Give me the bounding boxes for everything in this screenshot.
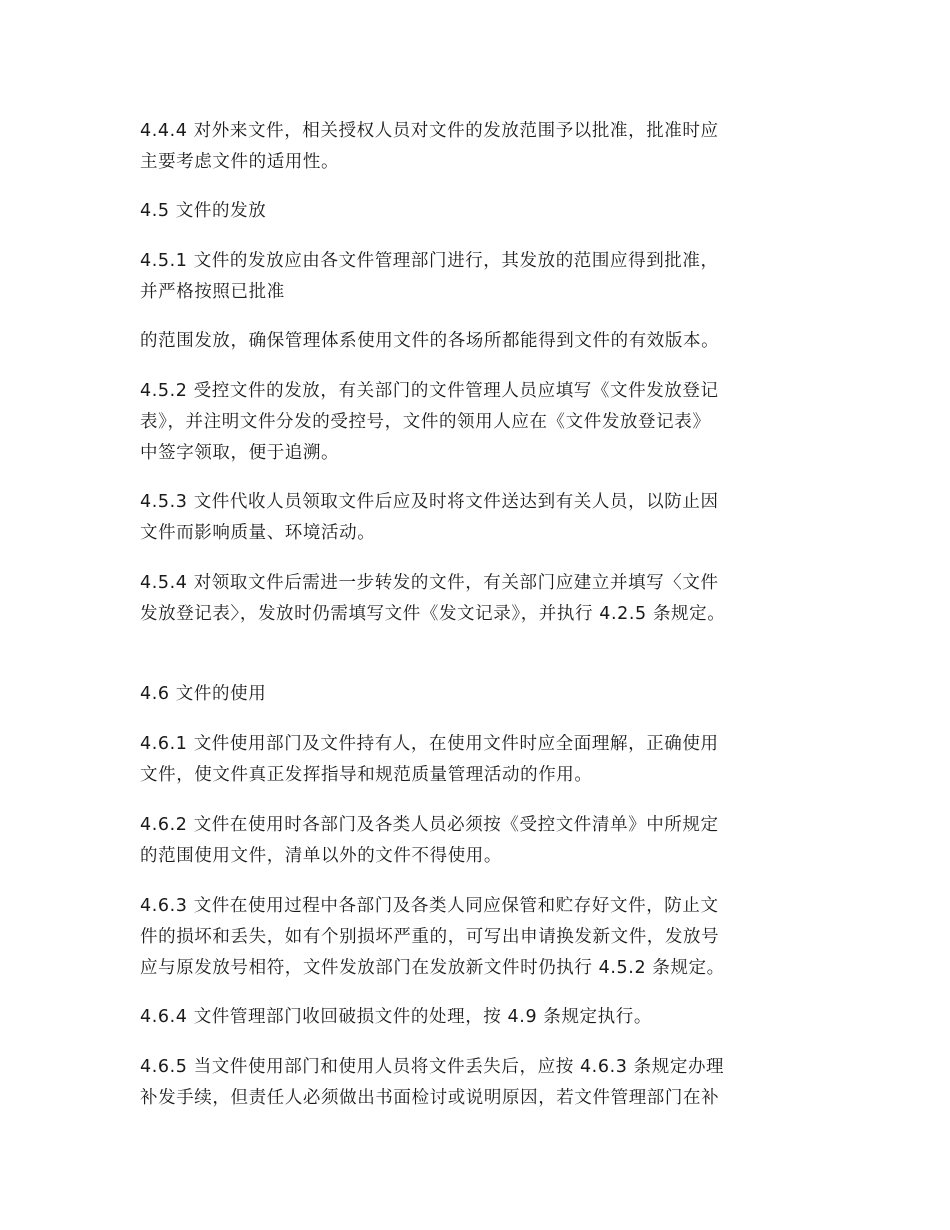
heading-4-6 xyxy=(140,679,830,710)
text-line: 4.4.4 对外来文件，相关授权人员对文件的发放范围予以批准，批准时应 xyxy=(140,121,719,141)
paragraph-4-5-3 xyxy=(140,487,830,549)
text-line: 文件而影响质量、环境活动。 xyxy=(140,523,376,543)
paragraph-4-6-1 xyxy=(140,729,830,791)
text-line: 4.6.4 文件管理部门收回破损文件的处理，按 4.9 条规定执行。 xyxy=(140,1007,652,1027)
paragraph-4-5-2 xyxy=(140,376,830,469)
text-line: 的范围使用文件，清单以外的文件不得使用。 xyxy=(140,846,502,866)
text-line: 4.5.4 对领取文件后需进一步转发的文件，有关部门应建立并填写〈文件 xyxy=(140,573,719,593)
text-line: 4.6.3 文件在使用过程中各部门及各类人同应保管和贮存好文件，防止文 xyxy=(140,896,719,916)
section-heading: 4.5 文件的发放 xyxy=(140,201,267,221)
heading-4-5 xyxy=(140,196,830,227)
paragraph-4-5-1 xyxy=(140,246,830,308)
paragraph-4-6-3 xyxy=(140,891,830,984)
paragraph-4-6-2 xyxy=(140,810,830,872)
text-line: 4.6.1 文件使用部门及文件持有人，在使用文件时应全面理解，正确使用 xyxy=(140,734,719,754)
text-line: 4.5.2 受控文件的发放，有关部门的文件管理人员应填写《文件发放登记 xyxy=(140,381,719,401)
section-heading: 4.6 文件的使用 xyxy=(140,684,267,704)
paragraph-4-5-1-continued xyxy=(140,326,830,357)
text-line: 中签字领取，便于追溯。 xyxy=(140,443,340,463)
text-line: 件的损坏和丢失，如有个别损坏严重的，可写出申请换发新文件，发放号 xyxy=(140,927,720,947)
text-line: 文件，使文件真正发挥指导和规范质量管理活动的作用。 xyxy=(140,765,593,785)
text-line: 4.5.3 文件代收人员领取文件后应及时将文件送达到有关人员，以防止因 xyxy=(140,492,719,512)
text-line: 应与原发放号相符，文件发放部门在发放新文件时仍执行 4.5.2 条规定。 xyxy=(140,958,725,978)
text-line: 主要考虑文件的适用性。 xyxy=(140,152,340,172)
paragraph-4-4-4 xyxy=(140,116,830,178)
text-line: 4.6.5 当文件使用部门和使用人员将文件丢失后，应按 4.6.3 条规定办理 xyxy=(140,1057,725,1077)
text-line: 表》，并注明文件分发的受控号，文件的领用人应在《文件发放登记表》 xyxy=(140,412,711,432)
paragraph-4-6-4 xyxy=(140,1002,830,1033)
text-line: 4.6.2 文件在使用时各部门及各类人员必须按《受控文件清单》中所规定 xyxy=(140,815,719,835)
paragraph-4-5-4 xyxy=(140,568,830,630)
text-line: 发放登记表〉，发放时仍需填写文件《发文记录》，并执行 4.2.5 条规定。 xyxy=(140,604,726,624)
text-line: 补发手续，但责任人必须做出书面检讨或说明原因，若文件管理部门在补 xyxy=(140,1088,720,1108)
text-line: 的范围发放，确保管理体系使用文件的各场所都能得到文件的有效版本。 xyxy=(140,331,720,351)
text-line: 4.5.1 文件的发放应由各文件管理部门进行，其发放的范围应得到批准， xyxy=(140,251,719,271)
text-line: 并严格按照已批准 xyxy=(140,282,285,302)
paragraph-4-6-5 xyxy=(140,1052,830,1114)
